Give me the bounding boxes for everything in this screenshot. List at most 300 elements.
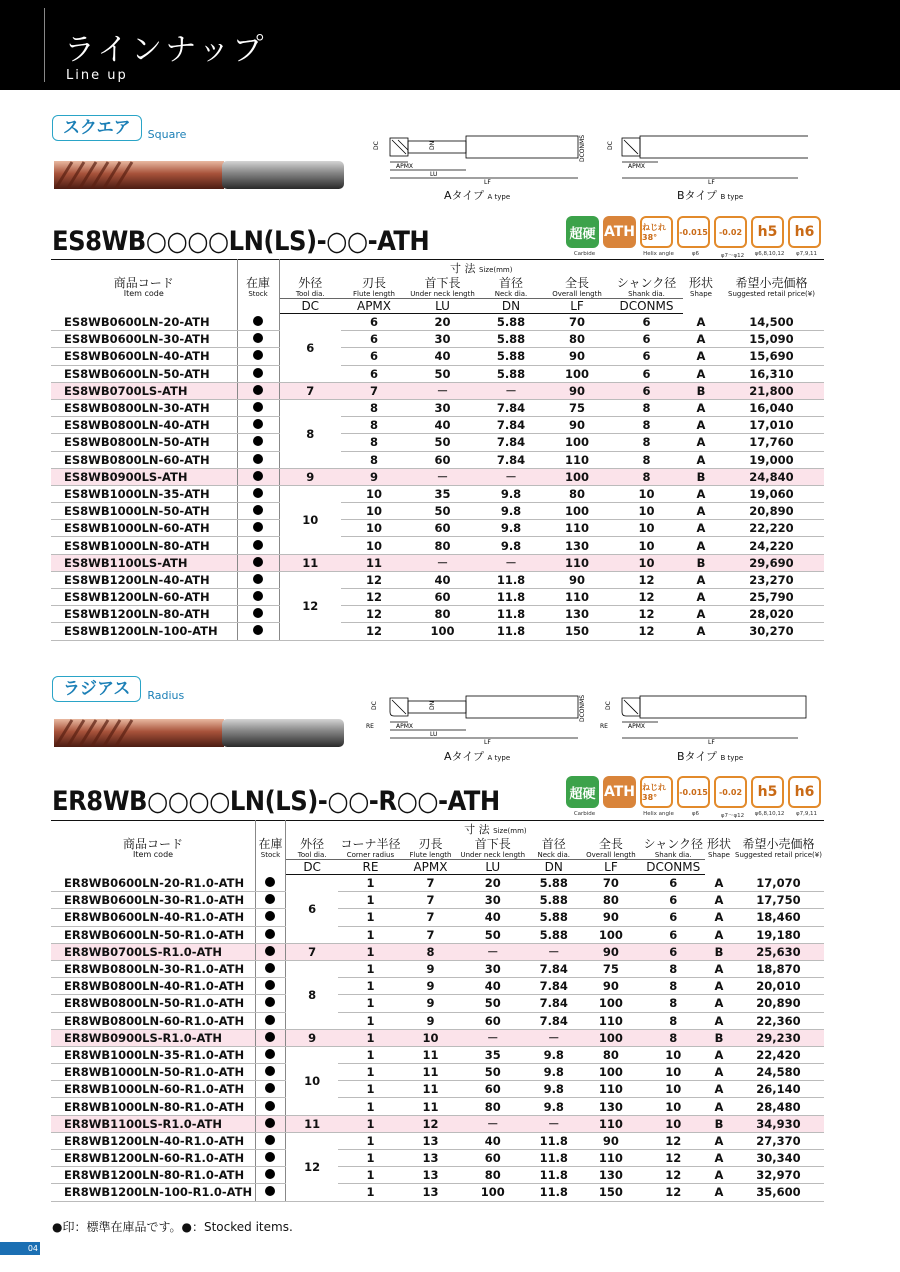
helix-angle-icon: ねじれ38° — [640, 776, 673, 808]
table-cell: A — [705, 1184, 733, 1201]
table-cell: A — [683, 485, 719, 502]
table-cell: 17,760 — [719, 434, 824, 451]
table-cell: 50 — [407, 434, 478, 451]
table-cell: 29,690 — [719, 554, 824, 571]
table-cell: ER8WB0900LS-R1.0-ATH — [51, 1029, 256, 1046]
stock-dot-icon — [253, 402, 263, 412]
table-row — [51, 331, 824, 348]
table-cell: 110 — [580, 1115, 641, 1132]
table-cell: 10 — [610, 503, 683, 520]
table-cell: 12 — [641, 1132, 705, 1149]
stock-dot-icon — [253, 454, 263, 464]
table-cell: 13 — [402, 1132, 458, 1149]
stock-cell — [256, 909, 286, 926]
col-sub-re: RE — [338, 860, 402, 875]
table-cell: － — [407, 554, 478, 571]
table-cell: － — [478, 468, 544, 485]
stock-dot-icon — [265, 1186, 275, 1196]
stock-dot-icon — [253, 436, 263, 446]
stock-cell — [256, 1081, 286, 1098]
radius-type-b-en: B type — [720, 754, 744, 762]
table-cell: 17,070 — [733, 875, 824, 892]
stock-dot-icon — [265, 929, 275, 939]
table-cell: 90 — [580, 909, 641, 926]
table-cell: ES8WB0600LN-50-ATH — [51, 365, 237, 382]
table-cell: 7.84 — [478, 417, 544, 434]
stock-cell — [237, 331, 279, 348]
table-cell: 23,270 — [719, 571, 824, 588]
table-cell: 1 — [338, 960, 402, 977]
table-cell: 12 — [641, 1167, 705, 1184]
table-cell: ER8WB1000LN-50-R1.0-ATH — [51, 1064, 256, 1081]
table-cell: 20,890 — [719, 503, 824, 520]
table-cell: 9.8 — [478, 520, 544, 537]
table-cell: 9.8 — [527, 1098, 580, 1115]
ath-coating-icon: ATH — [603, 216, 636, 248]
table-cell: 5.88 — [527, 909, 580, 926]
table-cell: 6 — [341, 314, 407, 331]
svg-text:LU: LU — [430, 171, 438, 178]
stock-dot-icon — [253, 385, 263, 395]
table-cell: 60 — [407, 589, 478, 606]
table-cell: － — [527, 1029, 580, 1046]
radius-series-title: ER8WB○○○○LN(LS)-○○-R○○-ATH — [52, 786, 500, 817]
table-cell: 20 — [458, 875, 527, 892]
svg-text:DN: DN — [429, 700, 436, 710]
table-row — [51, 314, 824, 331]
svg-text:APMX: APMX — [628, 723, 646, 730]
table-cell: 9.8 — [478, 485, 544, 502]
stock-cell — [256, 1012, 286, 1029]
table-cell: 9 — [341, 468, 407, 485]
table-cell: 40 — [407, 571, 478, 588]
stock-cell — [256, 978, 286, 995]
table-cell: 60 — [458, 1150, 527, 1167]
table-cell: A — [705, 978, 733, 995]
table-cell: 10 — [341, 485, 407, 502]
table-cell: ER8WB0800LN-40-R1.0-ATH — [51, 978, 256, 995]
icon-caption: φ7,9,11 — [795, 251, 818, 257]
table-row — [51, 520, 824, 537]
table-cell: 10 — [641, 1046, 705, 1063]
stock-dot-icon — [253, 522, 263, 532]
table-cell: 19,060 — [719, 485, 824, 502]
table-cell: 8 — [341, 434, 407, 451]
table-cell: 1 — [338, 1064, 402, 1081]
table-cell: A — [683, 451, 719, 468]
stock-dot-icon — [253, 368, 263, 378]
table-cell: A — [705, 875, 733, 892]
table-cell: 5.88 — [478, 314, 544, 331]
h5-icon: h5 — [751, 216, 784, 248]
table-cell: － — [407, 468, 478, 485]
table-cell: 22,220 — [719, 520, 824, 537]
tolerance-02-icon: -0.02 — [714, 776, 747, 808]
table-cell: A — [683, 434, 719, 451]
page-title: ラインナップ — [64, 32, 267, 68]
table-cell: 15,090 — [719, 331, 824, 348]
stock-cell — [237, 485, 279, 502]
table-cell: 40 — [407, 417, 478, 434]
radius-type-b-caption — [677, 748, 743, 764]
page-subtitle: Line up — [66, 68, 128, 83]
table-cell: ER8WB1200LN-100-R1.0-ATH — [51, 1184, 256, 1201]
icon-caption: φ6,8,10,12 — [754, 251, 785, 257]
table-cell: 50 — [458, 995, 527, 1012]
svg-text:DC: DC — [605, 701, 612, 710]
table-cell: ES8WB1000LN-50-ATH — [51, 503, 237, 520]
table-cell: 11 — [402, 1046, 458, 1063]
table-cell: 9.8 — [478, 503, 544, 520]
col-header-apmx: 刃長 Flute length — [341, 276, 407, 299]
table-cell: A — [705, 892, 733, 909]
table-cell: 11 — [402, 1098, 458, 1115]
dc-cell: 10 — [285, 1046, 338, 1115]
stock-dot-icon — [265, 1049, 275, 1059]
table-cell: 12 — [610, 589, 683, 606]
svg-text:DN: DN — [429, 140, 436, 150]
table-cell: 80 — [580, 892, 641, 909]
table-cell: 150 — [544, 623, 610, 640]
stock-dot-icon — [265, 1101, 275, 1111]
table-cell: 80 — [407, 606, 478, 623]
col-header-price: 希望小売価格 Suggested retail price(¥) — [733, 821, 824, 875]
table-cell: A — [683, 537, 719, 554]
table-cell: 13 — [402, 1167, 458, 1184]
table-cell: 7.84 — [527, 995, 580, 1012]
svg-text:DCONMS: DCONMS — [579, 134, 586, 162]
table-cell: 20 — [407, 314, 478, 331]
radius-feature-icons — [566, 776, 821, 808]
table-cell: ES8WB0800LN-50-ATH — [51, 434, 237, 451]
table-cell: 100 — [580, 1064, 641, 1081]
table-cell: 12 — [402, 1115, 458, 1132]
table-cell: 25,790 — [719, 589, 824, 606]
table-cell: 6 — [610, 331, 683, 348]
table-cell: 1 — [338, 943, 402, 960]
table-row — [51, 434, 824, 451]
table-cell: ES8WB1000LN-60-ATH — [51, 520, 237, 537]
table-cell: 12 — [341, 623, 407, 640]
table-cell: A — [705, 1081, 733, 1098]
table-cell: 130 — [580, 1167, 641, 1184]
table-cell: 100 — [544, 434, 610, 451]
stock-cell — [237, 434, 279, 451]
table-cell: 9.8 — [527, 1046, 580, 1063]
col-sub-lf: LF — [544, 299, 610, 314]
table-cell: 24,580 — [733, 1064, 824, 1081]
table-cell: 7 — [402, 892, 458, 909]
dc-cell: 6 — [279, 314, 341, 383]
footnote: ●印：標準在庫品です。●：Stocked items. — [52, 1220, 293, 1234]
col-header-shape: 形状 Shape — [683, 260, 719, 314]
svg-text:LF: LF — [708, 179, 715, 186]
table-cell: 100 — [580, 995, 641, 1012]
table-cell: 1 — [338, 909, 402, 926]
table-cell: 8 — [641, 1012, 705, 1029]
square-section-label — [52, 115, 186, 141]
table-cell: 90 — [544, 417, 610, 434]
table-cell: ER8WB0600LN-20-R1.0-ATH — [51, 875, 256, 892]
dc-cell: 9 — [285, 1029, 338, 1046]
stock-cell — [256, 1184, 286, 1201]
square-type-a-label: Aタイプ — [444, 189, 484, 202]
table-cell: 22,420 — [733, 1046, 824, 1063]
col-header-dimensions: 寸 法 Size(mm) — [279, 260, 683, 277]
radius-label-en: Radius — [147, 689, 185, 702]
table-row — [51, 606, 824, 623]
table-row — [51, 1184, 824, 1201]
tolerance-015-icon: -0.015 — [677, 216, 710, 248]
table-cell: 1 — [338, 995, 402, 1012]
table-cell: 50 — [458, 1064, 527, 1081]
table-cell: 30 — [458, 960, 527, 977]
radius-type-a-label: Aタイプ — [444, 750, 484, 763]
table-cell: 130 — [544, 537, 610, 554]
square-label-en: Square — [147, 128, 187, 141]
table-cell: 11 — [341, 554, 407, 571]
dc-cell: 12 — [285, 1132, 338, 1201]
table-cell: ES8WB1000LN-35-ATH — [51, 485, 237, 502]
table-cell: 1 — [338, 1132, 402, 1149]
table-cell: 10 — [641, 1115, 705, 1132]
table-cell: 12 — [341, 589, 407, 606]
table-cell: B — [683, 382, 719, 399]
table-cell: 60 — [407, 451, 478, 468]
table-cell: 10 — [610, 554, 683, 571]
header-divider — [44, 8, 45, 82]
table-cell: 6 — [610, 365, 683, 382]
stock-dot-icon — [265, 1152, 275, 1162]
stock-dot-icon — [253, 419, 263, 429]
table-cell: 40 — [458, 978, 527, 995]
table-cell: A — [683, 589, 719, 606]
table-cell: 40 — [458, 1132, 527, 1149]
table-cell: 70 — [544, 314, 610, 331]
table-cell: 12 — [641, 1184, 705, 1201]
table-cell: ER8WB0600LN-30-R1.0-ATH — [51, 892, 256, 909]
table-cell: 15,690 — [719, 348, 824, 365]
table-cell: ER8WB1200LN-60-R1.0-ATH — [51, 1150, 256, 1167]
table-cell: ES8WB0900LS-ATH — [51, 468, 237, 485]
table-cell: － — [478, 554, 544, 571]
h6-icon: h6 — [788, 216, 821, 248]
table-row — [51, 589, 824, 606]
stock-cell — [237, 503, 279, 520]
stock-dot-icon — [253, 471, 263, 481]
table-row — [51, 417, 824, 434]
table-cell: 19,000 — [719, 451, 824, 468]
table-cell: 6 — [610, 382, 683, 399]
table-cell: 24,840 — [719, 468, 824, 485]
table-cell: 80 — [458, 1167, 527, 1184]
stock-dot-icon — [265, 894, 275, 904]
tolerance-02-icon: -0.02 — [714, 216, 747, 248]
table-cell: 9.8 — [527, 1064, 580, 1081]
table-cell: A — [705, 1046, 733, 1063]
table-cell: 100 — [544, 365, 610, 382]
square-type-a-en: A type — [487, 193, 511, 201]
table-cell: 90 — [580, 943, 641, 960]
table-cell: 28,480 — [733, 1098, 824, 1115]
table-cell: ES8WB0700LS-ATH — [51, 382, 237, 399]
stock-cell — [237, 399, 279, 416]
icon-caption: Helix angle — [643, 251, 674, 257]
table-cell: ES8WB0800LN-40-ATH — [51, 417, 237, 434]
col-sub-dconms: DCONMS — [641, 860, 705, 875]
table-cell: 9 — [402, 960, 458, 977]
col-sub-dn: DN — [478, 299, 544, 314]
svg-text:LF: LF — [484, 739, 491, 746]
table-cell: 90 — [580, 978, 641, 995]
icon-caption — [603, 811, 640, 819]
table-cell: 1 — [338, 1029, 402, 1046]
col-sub-dc: DC — [279, 299, 341, 314]
table-cell: A — [683, 314, 719, 331]
stock-dot-icon — [253, 488, 263, 498]
dc-cell: 11 — [279, 554, 341, 571]
stock-cell — [237, 417, 279, 434]
table-cell: ES8WB1100LS-ATH — [51, 554, 237, 571]
stock-cell — [256, 943, 286, 960]
dc-cell: 8 — [279, 399, 341, 468]
table-cell: 60 — [458, 1012, 527, 1029]
square-type-b-label: Bタイプ — [677, 189, 717, 202]
table-cell: 13 — [402, 1184, 458, 1201]
radius-icon-captions — [566, 811, 825, 819]
icon-caption: Helix angle — [643, 811, 674, 817]
stock-cell — [237, 314, 279, 331]
table-cell: ES8WB1200LN-60-ATH — [51, 589, 237, 606]
table-cell: 11.8 — [527, 1132, 580, 1149]
table-cell: ER8WB1000LN-35-R1.0-ATH — [51, 1046, 256, 1063]
stock-cell — [256, 1132, 286, 1149]
table-row — [51, 995, 824, 1012]
table-cell: 6 — [641, 943, 705, 960]
table-cell: 7.84 — [478, 451, 544, 468]
table-row — [51, 503, 824, 520]
table-cell: ER8WB0600LN-40-R1.0-ATH — [51, 909, 256, 926]
stock-dot-icon — [265, 946, 275, 956]
page-number: 04 — [0, 1242, 40, 1255]
radius-table-body — [51, 875, 824, 1202]
table-cell: 90 — [544, 571, 610, 588]
table-cell: 9.8 — [527, 1081, 580, 1098]
table-cell: 17,010 — [719, 417, 824, 434]
stock-cell — [237, 606, 279, 623]
stock-cell — [256, 875, 286, 892]
table-cell: 10 — [610, 485, 683, 502]
table-cell: 18,870 — [733, 960, 824, 977]
stock-cell — [256, 995, 286, 1012]
stock-dot-icon — [265, 911, 275, 921]
col-sub-dn: DN — [527, 860, 580, 875]
dc-cell: 7 — [279, 382, 341, 399]
table-cell: 14,500 — [719, 314, 824, 331]
table-cell: A — [683, 571, 719, 588]
table-row — [51, 1081, 824, 1098]
stock-cell — [237, 365, 279, 382]
icon-caption: φ6,8,10,12 — [754, 811, 785, 817]
table-cell: A — [705, 909, 733, 926]
table-cell: 10 — [641, 1081, 705, 1098]
table-cell: 10 — [641, 1098, 705, 1115]
radius-type-a-en: A type — [487, 754, 511, 762]
table-cell: B — [705, 943, 733, 960]
table-cell: 24,220 — [719, 537, 824, 554]
table-cell: 110 — [580, 1012, 641, 1029]
table-cell: 34,930 — [733, 1115, 824, 1132]
col-header-apmx: 刃長 Flute length — [402, 837, 458, 860]
table-cell: 9 — [402, 995, 458, 1012]
icon-caption: φ6 — [691, 811, 700, 817]
table-cell: 7.84 — [478, 399, 544, 416]
table-cell: ER8WB0600LN-50-R1.0-ATH — [51, 926, 256, 943]
stock-dot-icon — [265, 980, 275, 990]
table-cell: 16,040 — [719, 399, 824, 416]
table-cell: 7 — [402, 909, 458, 926]
table-cell: 70 — [580, 875, 641, 892]
table-cell: B — [705, 1029, 733, 1046]
table-cell: 5.88 — [478, 365, 544, 382]
stock-dot-icon — [265, 1118, 275, 1128]
table-row — [51, 571, 824, 588]
table-cell: 11 — [402, 1064, 458, 1081]
stock-cell — [256, 1029, 286, 1046]
table-cell: A — [705, 1012, 733, 1029]
table-row — [51, 1029, 824, 1046]
table-cell: 30,270 — [719, 623, 824, 640]
dc-cell: 6 — [285, 875, 338, 944]
table-cell: 5.88 — [478, 331, 544, 348]
col-sub-lu: LU — [458, 860, 527, 875]
table-cell: 8 — [641, 960, 705, 977]
radius-dimension-diagrams — [364, 690, 808, 750]
col-header-lf: 全長 Overall length — [544, 276, 610, 299]
stock-cell — [256, 1064, 286, 1081]
table-cell: 90 — [580, 1132, 641, 1149]
table-cell: 9 — [402, 978, 458, 995]
table-cell: 8 — [341, 451, 407, 468]
stock-cell — [237, 520, 279, 537]
table-cell: 40 — [458, 909, 527, 926]
table-cell: 8 — [341, 417, 407, 434]
table-cell: ER8WB1100LS-R1.0-ATH — [51, 1115, 256, 1132]
col-header-dn: 首径 Neck dia. — [478, 276, 544, 299]
table-cell: 130 — [544, 606, 610, 623]
table-cell: 110 — [544, 451, 610, 468]
table-row — [51, 348, 824, 365]
helix-angle-icon: ねじれ38° — [640, 216, 673, 248]
table-cell: 27,370 — [733, 1132, 824, 1149]
radius-spec-table — [51, 820, 824, 1202]
radius-type-b-label: Bタイプ — [677, 750, 717, 763]
table-cell: － — [458, 1115, 527, 1132]
table-cell: 1 — [338, 1115, 402, 1132]
stock-cell — [256, 1115, 286, 1132]
col-header-dc: 外径 Tool dia. — [279, 276, 341, 299]
col-header-dn: 首径 Neck dia. — [527, 837, 580, 860]
table-cell: 1 — [338, 978, 402, 995]
table-cell: 9 — [402, 1012, 458, 1029]
table-cell: 11.8 — [478, 606, 544, 623]
col-header-code: 商品コード Item code — [51, 821, 256, 875]
table-cell: 75 — [544, 399, 610, 416]
table-cell: 8 — [641, 995, 705, 1012]
table-row — [51, 943, 824, 960]
stock-cell — [237, 623, 279, 640]
stock-cell — [237, 571, 279, 588]
